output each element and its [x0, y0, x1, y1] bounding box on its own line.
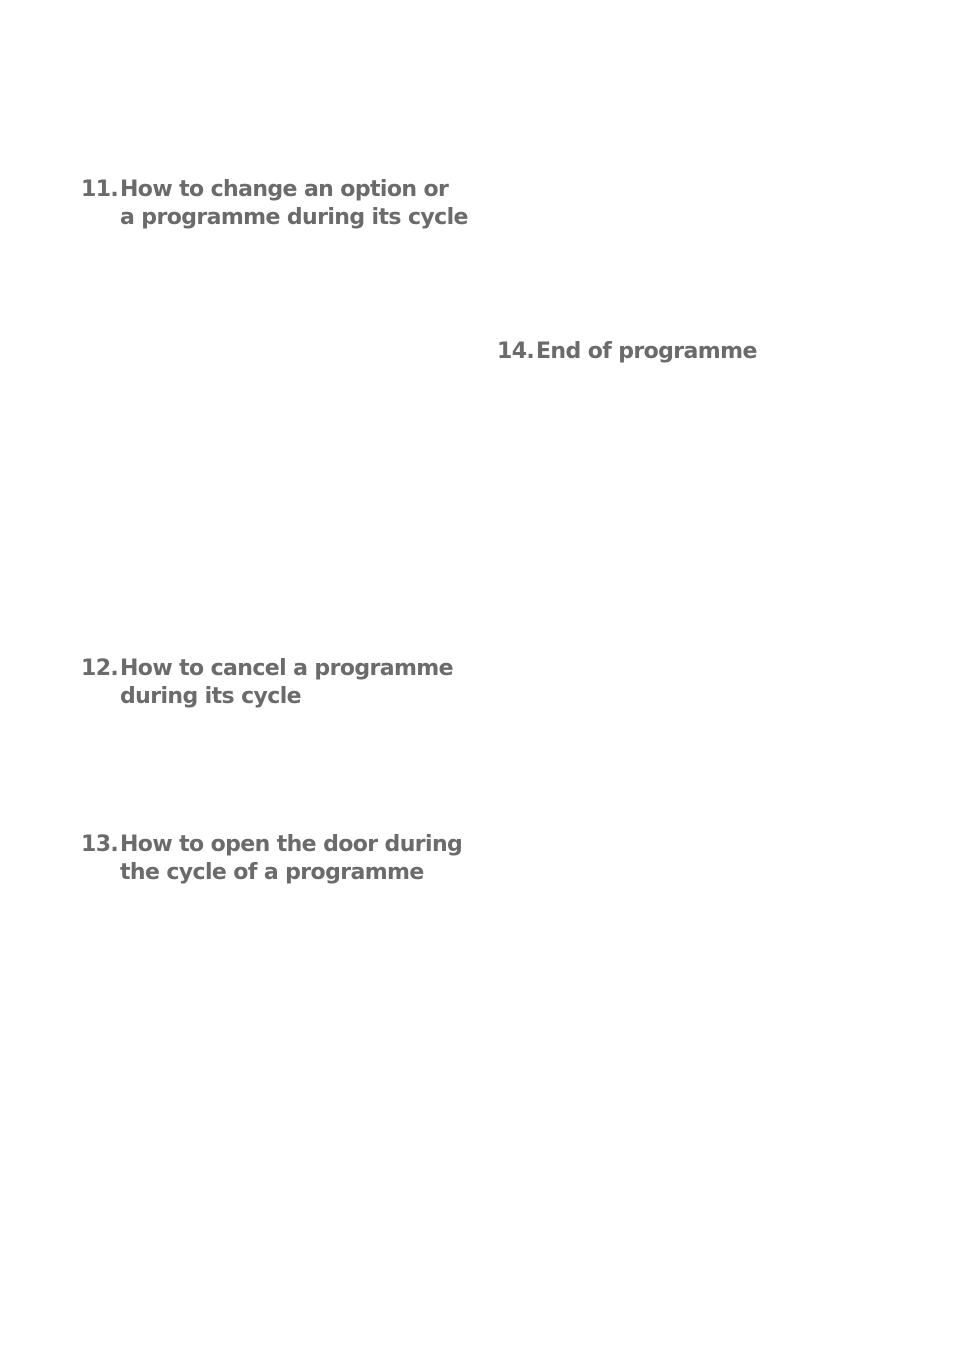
section-title-line2: during its cycle — [120, 684, 301, 709]
section-title-line2: a programme during its cycle — [120, 205, 468, 230]
section-heading-13 — [81, 831, 462, 887]
section-number: 14. — [497, 339, 535, 364]
section-number: 12. — [81, 656, 119, 681]
section-number: 11. — [81, 177, 119, 202]
section-title-line1: How to cancel a programme — [120, 656, 453, 681]
section-title-line1: How to open the door during — [120, 832, 463, 857]
section-heading-12 — [81, 655, 453, 711]
section-number: 13. — [81, 832, 119, 857]
section-title-line1: How to change an option or — [120, 177, 449, 202]
section-heading-11 — [81, 176, 468, 232]
section-heading-14 — [497, 338, 757, 366]
section-title-line2: the cycle of a programme — [120, 860, 424, 885]
section-title-line1: End of programme — [536, 339, 757, 364]
